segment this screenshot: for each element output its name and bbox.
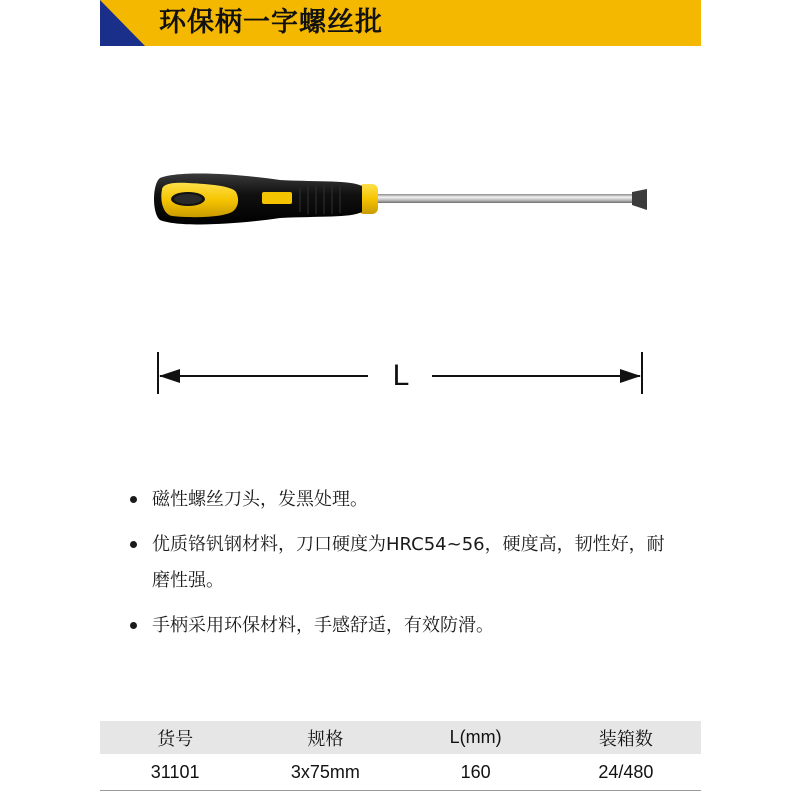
feature-text: 优质铬钒钢材料，刀口硬度为HRC54~56，硬度高，韧性好，耐磨性强。 (152, 534, 665, 591)
dimension-label: L (392, 359, 410, 392)
feature-text: 磁性螺丝刀头，发黑处理。 (152, 489, 368, 510)
arrow-right-icon (620, 369, 641, 383)
flat-tip (632, 189, 647, 210)
cell-item-no: 31101 (100, 754, 250, 791)
table-header-row (100, 721, 701, 754)
cell-length: 160 (401, 754, 551, 791)
feature-item (128, 608, 668, 644)
brand-badge (262, 192, 292, 204)
feature-item (128, 527, 668, 599)
feature-list (128, 482, 668, 653)
screwdriver-image (150, 168, 650, 238)
page-title: 环保柄一字螺丝批 (159, 7, 383, 38)
table-row (100, 754, 701, 791)
column-header-item-no: 货号 (100, 721, 250, 754)
column-header-length: L(mm) (401, 721, 551, 754)
bullet-icon (130, 496, 137, 503)
bullet-icon (130, 622, 137, 629)
shaft (375, 194, 633, 203)
feature-item (128, 482, 668, 518)
arrow-left-icon (159, 369, 180, 383)
column-header-carton-qty: 装箱数 (551, 721, 701, 754)
cell-spec: 3x75mm (250, 754, 400, 791)
cell-carton-qty: 24/480 (551, 754, 701, 791)
spec-table (100, 721, 701, 791)
feature-text: 手柄采用环保材料，手感舒适，有效防滑。 (152, 615, 494, 636)
column-header-spec: 规格 (250, 721, 400, 754)
title-bar-accent-triangle (100, 0, 145, 46)
bullet-icon (130, 541, 137, 548)
